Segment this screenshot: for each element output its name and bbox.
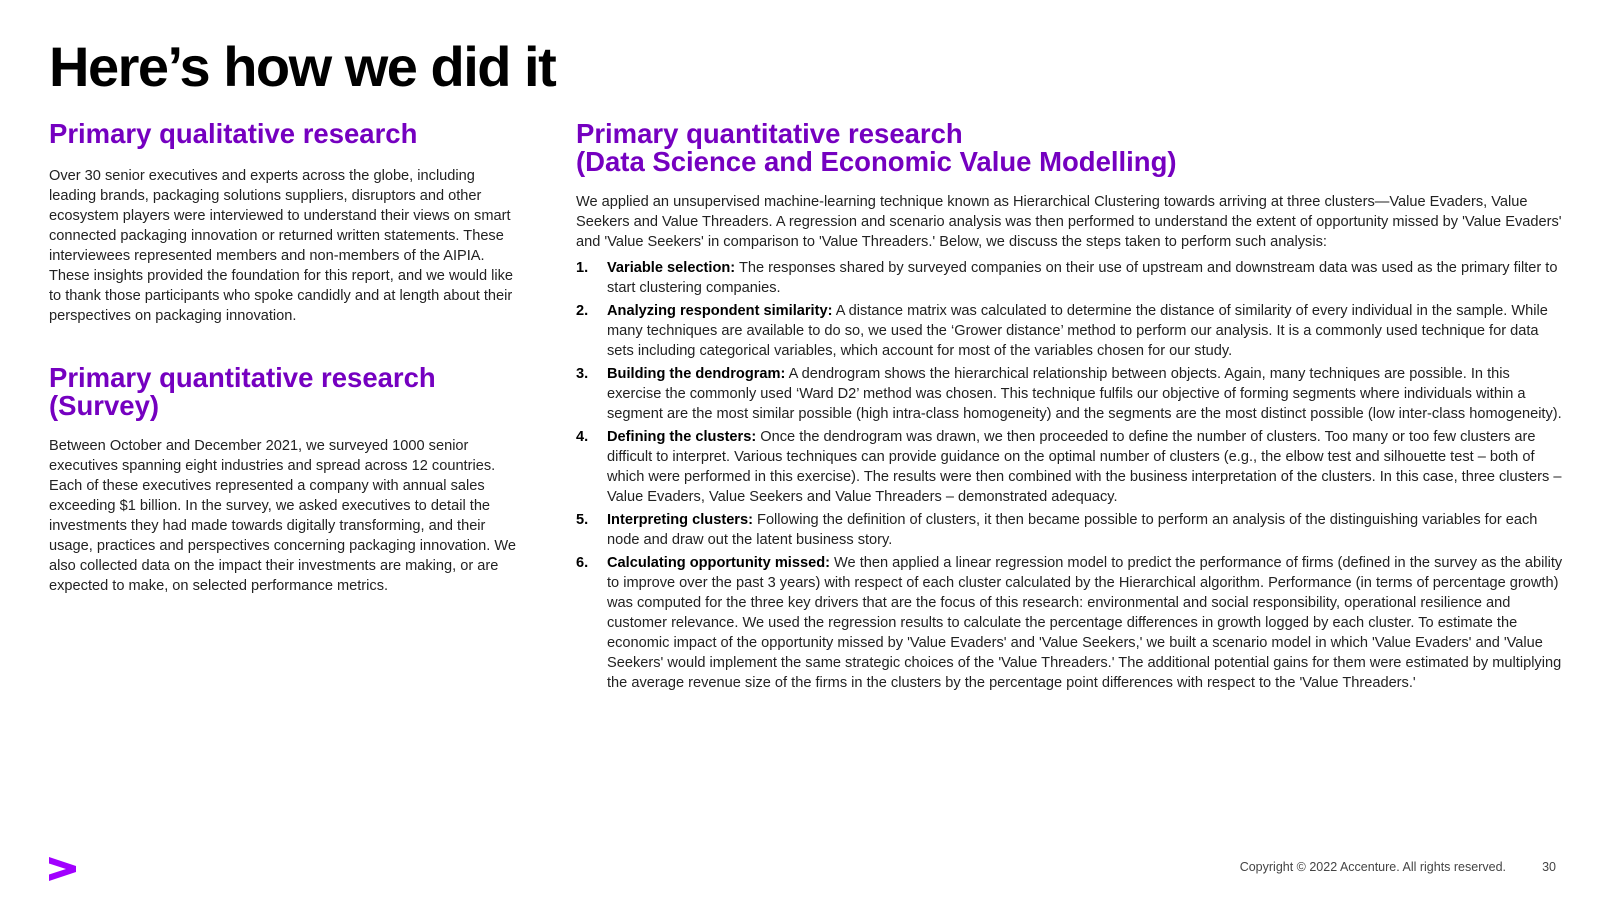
- right-column: [576, 120, 1566, 696]
- qualitative-body: Over 30 senior executives and experts across the globe, including leading brands, packaging solutions suppliers, disruptors and other ecosystem players were interviewed to understand their views on smart connected packaging innovation or returned written statements. These interviewees represented members and non-members of the AIPIA. These insights provided the foundation for this report, and we would like to thank those participants who spoke candidly and at length about their perspectives on packaging innovation.: [49, 168, 514, 324]
- step-number: 5.: [576, 512, 589, 528]
- step-number: 3.: [576, 366, 589, 382]
- page-title: Here’s how we did it: [49, 35, 556, 98]
- step-text: Once the dendrogram was drawn, we then proceeded to define the number of clusters. Too many or too few clusters are difficult to interpret. Various techniques can provide guidance on the optimal number of clusters (e.g., the elbow test and silhouette test – both of which were performed in this exercise). The results were then combined with the business interpretation of the clusters. In this case, three clusters – Value Evaders, Value Seekers and Value Threaders – demonstrated adequacy.: [607, 429, 1562, 505]
- quant-heading-line2: (Data Science and Economic Value Modelling): [576, 146, 1177, 177]
- step-item: [576, 510, 1566, 550]
- left-column: [49, 120, 525, 596]
- step-number: 4.: [576, 429, 589, 445]
- survey-heading: [49, 364, 525, 420]
- quant-intro: We applied an unsupervised machine-learning technique known as Hierarchical Clustering towards arriving at three clusters—Value Evaders, Value Seekers and Value Threaders. A regression and scenario analysis was then performed to understand the extent of opportunity missed by 'Value Evaders' and 'Value Seekers' in comparison to 'Value Threaders.' Below, we discuss the steps taken to perform such analysis:: [576, 194, 1562, 250]
- survey-body: Between October and December 2021, we surveyed 1000 senior executives spanning eight industries and spread across 12 countries. Each of these executives represented a company with annual sales exceeding $1 billion. In the survey, we asked executives to detail the investments they had made towards digitally transforming, and their usage, practices and perspectives concerning packaging innovation. We also collected data on the impact their investments are making, or are expected to make, on selected performance metrics.: [49, 438, 517, 594]
- accenture-logo-icon: [49, 857, 77, 881]
- page-number: 30: [1542, 860, 1556, 874]
- step-title: Calculating opportunity missed:: [607, 555, 830, 571]
- step-title: Variable selection:: [607, 260, 736, 276]
- step-text: The responses shared by surveyed companies on their use of upstream and downstream data was used as the primary filter to start clustering companies.: [607, 260, 1558, 296]
- step-title: Building the dendrogram:: [607, 366, 786, 382]
- qualitative-heading: Primary qualitative research: [49, 118, 418, 149]
- quant-heading: [576, 120, 1566, 176]
- survey-heading-line2: (Survey): [49, 390, 160, 421]
- step-item: [576, 258, 1566, 298]
- step-number: 2.: [576, 303, 589, 319]
- quant-heading-line1: Primary quantitative research: [576, 118, 963, 149]
- step-item: [576, 301, 1566, 361]
- step-text: A dendrogram shows the hierarchical relationship between objects. Again, many techniques are possible. In this exercise the commonly used ‘Ward D2’ method was chosen. This technique fulfils our objective of forming segments where individuals within a segment are the most similar possible (high intra-class homogeneity) and the segments are the most distinct possible (low inter-class homogeneity).: [607, 366, 1562, 422]
- step-text: We then applied a linear regression model to predict the performance of firms (defined in the survey as the ability to improve over the past 3 years) with respect of each cluster calculated by the Hierarchical algorithm. Performance (in terms of percentage growth) was computed for the three key drivers that are the focus of this research: environmental and social responsibility, operational resilience and customer relevance. We used the regression results to calculate the percentage differences in growth logged by each cluster. To estimate the economic impact of the opportunity missed by 'Value Evaders' and 'Value Seekers,' we built a scenario model in which 'Value Evaders' and 'Value Seekers' would implement the same strategic choices of the 'Value Threaders.' The additional potential gains for them were estimated by multiplying the average revenue size of the firms in the clusters by the percentage point differences with respect to the 'Value Threaders.': [607, 555, 1563, 691]
- step-text: A distance matrix was calculated to determine the distance of similarity of every individual in the sample. While many techniques are available to do so, we used the ‘Grower distance’ method to perform our analysis. It is a commonly used technique for data sets including categorical variables, which account for most of the variables chosen for our study.: [607, 303, 1548, 359]
- step-text: Following the definition of clusters, it then became possible to perform an analysis of the distinguishing variables for each node and draw out the latent business story.: [607, 512, 1538, 548]
- step-number: 6.: [576, 555, 589, 571]
- step-item: [576, 427, 1566, 507]
- steps-list: [576, 258, 1566, 693]
- step-item: [576, 364, 1566, 424]
- survey-heading-line1: Primary quantitative research: [49, 362, 436, 393]
- step-title: Interpreting clusters:: [607, 512, 753, 528]
- step-title: Analyzing respondent similarity:: [607, 303, 833, 319]
- step-item: [576, 553, 1566, 693]
- footer-copyright: Copyright © 2022 Accenture. All rights reserved.: [1239, 860, 1506, 874]
- step-number: 1.: [576, 260, 589, 276]
- step-title: Defining the clusters:: [607, 429, 757, 445]
